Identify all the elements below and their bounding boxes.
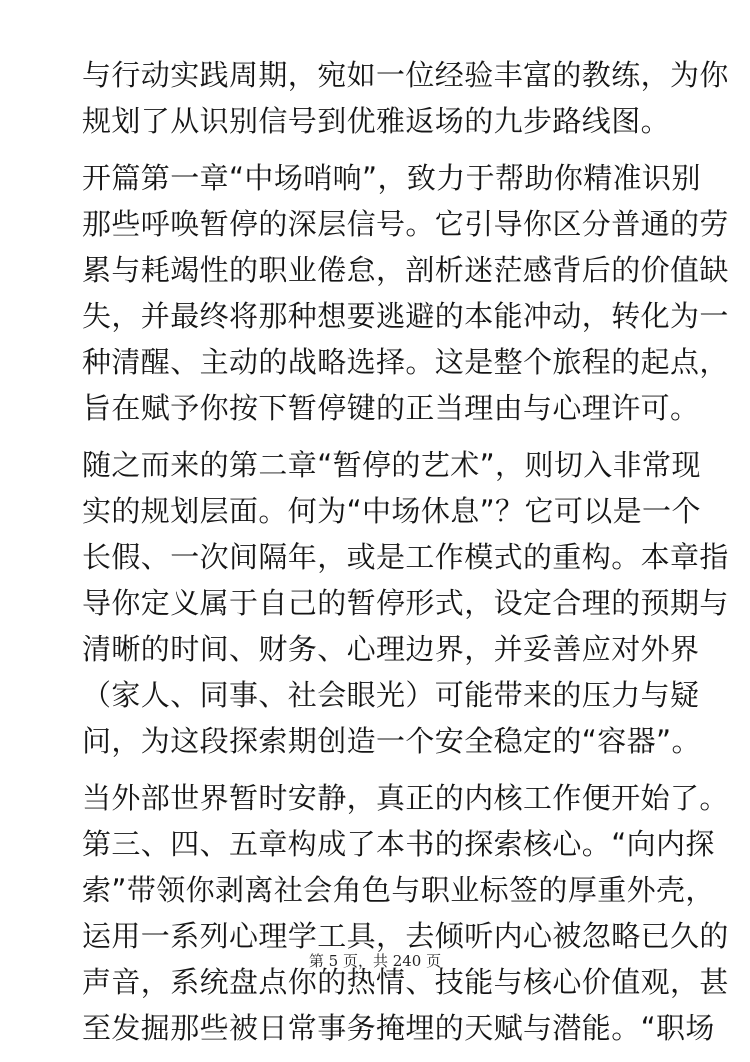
text-line: 规划了从识别信号到优雅返场的九步路线图。 xyxy=(82,104,671,138)
paragraph-3 xyxy=(82,442,729,764)
paragraph-1 xyxy=(82,52,729,144)
text-line: 种清醒、主动的战略选择。这是整个旅程的起点， xyxy=(82,345,729,379)
text-line: 清晰的时间、财务、心理边界，并妥善应对外界 xyxy=(82,632,700,666)
text-line: 随之而来的第二章“暂停的艺术”，则切入非常现 xyxy=(82,448,701,482)
text-line: （家人、同事、社会眼光）可能带来的压力与疑 xyxy=(82,678,700,712)
text-line: 长假、一次间隔年，或是工作模式的重构。本章指 xyxy=(82,540,729,574)
body-text xyxy=(82,52,729,1062)
text-line: 第三、四、五章构成了本书的探索核心。“向内探 xyxy=(82,827,715,861)
text-line: 旨在赋予你按下暂停键的正当理由与心理许可。 xyxy=(82,391,700,425)
text-line: 实的规划层面。何为“中场休息”？它可以是一个 xyxy=(82,494,701,528)
text-line: 累与耗竭性的职业倦怠，剖析迷茫感背后的价值缺 xyxy=(82,253,729,287)
text-line: 至发掘那些被日常事务掩埋的天赋与潜能。“职场 xyxy=(82,1011,715,1045)
text-line: 导你定义属于自己的暂停形式，设定合理的预期与 xyxy=(82,586,729,620)
text-line: 声音，系统盘点你的热情、技能与核心价值观，甚 xyxy=(82,965,729,999)
text-line: 当外部世界暂时安静，真正的内核工作便开始了。 xyxy=(82,781,729,815)
text-line: 与行动实践周期，宛如一位经验丰富的教练，为你 xyxy=(82,58,729,92)
paragraph-4 xyxy=(82,775,729,1051)
text-line: 问，为这段探索期创造一个安全稳定的“容器”。 xyxy=(82,724,701,758)
text-line: 运用一系列心理学工具，去倾听内心被忽略已久的 xyxy=(82,919,729,953)
paragraph-2 xyxy=(82,155,729,431)
page-number-footer: 第 5 页，共 240 页 xyxy=(308,952,442,970)
text-line: 那些呼唤暂停的深层信号。它引导你区分普通的劳 xyxy=(82,207,729,241)
text-line: 索”带领你剥离社会角色与职业标签的厚重外壳， xyxy=(82,873,715,907)
text-line: 失，并最终将那种想要逃避的本能冲动，转化为一 xyxy=(82,299,729,333)
text-line: 开篇第一章“中场哨响”，致力于帮助你精准识别 xyxy=(82,161,701,195)
